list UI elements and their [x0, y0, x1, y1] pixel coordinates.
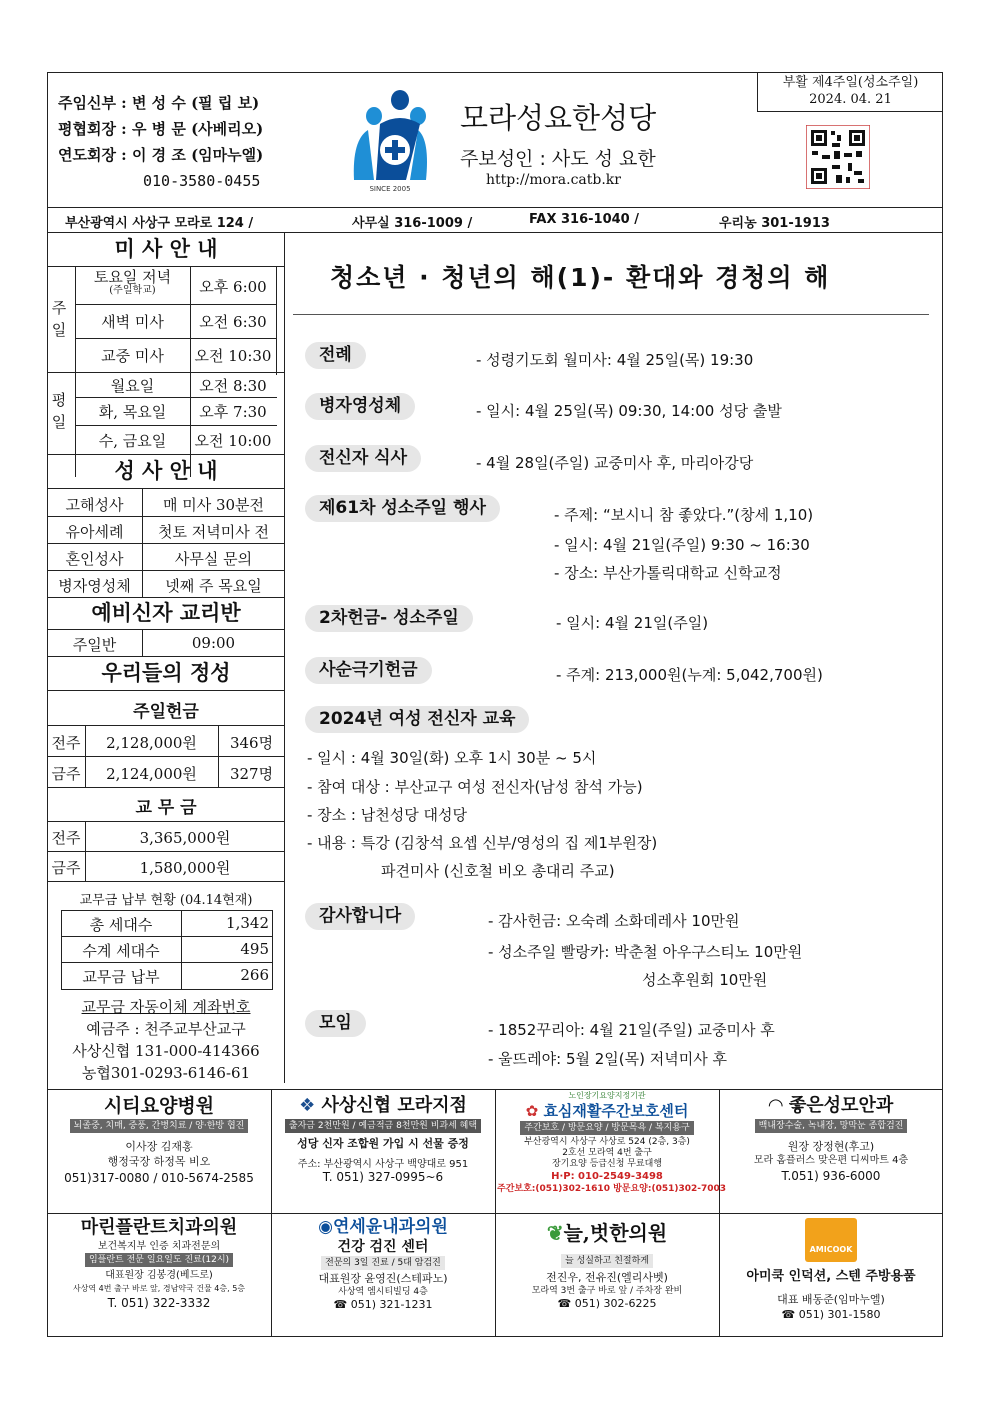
sacrament-value: 넷째 주 목요일 [165, 577, 262, 595]
ad-title-text: 좋은성모안과 [788, 1095, 894, 1116]
ad-phone: ☎ 051) 302-6225 [557, 1297, 657, 1310]
fax-number: FAX 316-1040 / [529, 212, 639, 227]
section-line: - 1852꾸리아: 4월 21일(주일) 교중미사 후 [488, 1021, 775, 1039]
ad-tagline: 노인장기요양지정기관 [568, 1091, 646, 1100]
farm-phone: 우리농 301-1913 [719, 216, 830, 231]
mass-name: 토요일 저녁 [93, 268, 172, 286]
section-line: - 장소 : 남천성당 대성당 [307, 806, 467, 824]
mass-name: 수, 금요일 [98, 432, 167, 450]
main-title: 청소년 · 청년의 해(1)- 환대와 경청의 해 [330, 263, 831, 292]
ad-line: 사상역 4번 출구 바로 앞, 경남약국 건물 4층, 5층 [72, 1284, 246, 1293]
section-line: - 성령기도회 월미사: 4월 25일(목) 19:30 [476, 351, 754, 369]
ad-title-text: 효심재활주간보호센터 [543, 1102, 689, 1120]
mass-title: 미 사 안 내 [47, 233, 285, 267]
qr-code-icon[interactable] [806, 125, 870, 189]
coop-logo-icon: ❖ [299, 1095, 322, 1116]
ad-neulbeot-clinic[interactable] [497, 1216, 717, 1311]
ad-phone: H·P: 010-2549-3498 [551, 1171, 663, 1182]
ad-good-eye-clinic[interactable] [721, 1093, 941, 1184]
dues-label: 전주 [51, 829, 81, 847]
dues-amount: 1,580,000원 [139, 859, 231, 877]
ad-line: 전진우, 전유진(엘리사벳) [546, 1271, 668, 1284]
section-line: - 주계: 213,000원(누계: 5,042,700원) [556, 666, 823, 684]
mass-time: 오후 7:30 [199, 403, 267, 421]
clinic-logo-icon: ◉ [318, 1217, 333, 1237]
ad-phone: 051)317-0080 / 010-5674-2585 [64, 1171, 254, 1185]
ad-phone: T. 051) 327-0995~6 [322, 1170, 444, 1184]
section-line: 성소후원회 10만원 [642, 971, 768, 989]
status-value: 495 [240, 940, 269, 958]
status-label: 총 세대수 [89, 916, 153, 934]
sunday-label: 주일 [51, 299, 67, 339]
mass-name: 월요일 [110, 377, 155, 395]
weekday-label: 평일 [51, 391, 67, 431]
office-phone: 사무실 316-1009 / [352, 216, 473, 231]
sacrament-name: 유아세례 [65, 523, 124, 541]
ad-title [497, 1216, 717, 1250]
sacrament-name: 고해성사 [65, 496, 124, 514]
ad-line: 성당 신자 조합원 가입 시 선물 증정 [297, 1137, 469, 1150]
parish-name: 모라성요한성당 [460, 101, 657, 135]
section-line: - 일시 : 4월 30일(화) 오후 1시 30분 ~ 5시 [307, 749, 597, 767]
catechumen-label: 주일반 [72, 636, 117, 654]
ad-title [721, 1093, 941, 1119]
bulletin-date: 2024. 04. 21 [809, 92, 892, 107]
mass-time: 오전 10:00 [194, 432, 272, 450]
offering-amount: 2,124,000원 [106, 765, 197, 783]
ad-line: 행정국장 하정목 비오 [107, 1155, 211, 1168]
catechumen-time: 09:00 [191, 634, 236, 652]
offering-amount: 2,128,000원 [106, 734, 197, 752]
ad-title-text: 연세윤내과의원 [332, 1217, 448, 1237]
offering-label: 금주 [51, 765, 81, 783]
ad-marine-dental[interactable] [49, 1216, 269, 1311]
ad-line: 사상역 엠시티빌딩 4층 [338, 1287, 428, 1297]
ad-subtitle: 보건복지부 인증 치과전문의 [97, 1241, 221, 1252]
mass-time: 오전 10:30 [194, 347, 272, 365]
dues-amount: 3,365,000원 [139, 829, 231, 847]
sacrament-value: 매 미사 30분전 [162, 496, 265, 514]
liturgical-sunday: 부활 제4주일(성소주일) [782, 75, 919, 90]
ad-banner: 출자금 2천만원 / 예금적금 8천만원 비과세 혜택 [285, 1119, 481, 1133]
ad-subtitle: 건강 검진 센터 [337, 1239, 429, 1255]
sunday-offering-title: 주일헌금 [133, 702, 199, 722]
offerings-title: 우리들의 정성 [47, 657, 285, 691]
ad-line: 주소: 부산광역시 사상구 백양대로 951 [297, 1159, 469, 1170]
ad-line: 부산광역시 사상구 사상로 524 (2층, 3층) [524, 1137, 690, 1147]
mass-name: 화, 목요일 [98, 403, 167, 421]
section-parish-meal: 전신자 식사 [305, 445, 421, 472]
section-lent-offering: 사순극기헌금 [305, 657, 432, 684]
account-holder: 예금주 : 천주교부산교구 [86, 1020, 246, 1038]
section-women-education: 2024년 여성 전신자 교육 [305, 706, 529, 733]
ad-line: 원장 장정현(후고) [787, 1140, 875, 1153]
mass-time: 오전 8:30 [199, 377, 267, 395]
section-thanks: 감사합니다 [305, 903, 415, 930]
sunday-date-box [757, 72, 943, 112]
contact-bar [47, 207, 943, 233]
section-sick-communion: 병자영성체 [305, 393, 415, 420]
section-second-collection: 2차헌금- 성소주일 [305, 605, 473, 632]
dues-title: 교 무 금 [135, 798, 197, 818]
account-title: 교무금 자동이체 계좌번호 [81, 998, 251, 1016]
offering-count: 327명 [229, 765, 274, 783]
account-number: 사상신협 131-000-414366 [72, 1042, 260, 1060]
ad-line: 대표원장 김봉경(베드로) [105, 1270, 213, 1281]
section-meetings: 모임 [305, 1010, 366, 1037]
ad-phone: T. 051) 322-3332 [107, 1296, 211, 1310]
ad-phone: T.051) 936-6000 [781, 1169, 881, 1183]
section-liturgy: 전례 [305, 342, 366, 369]
eye-logo-icon: ◠ [768, 1095, 789, 1116]
pastor-line: 주임신부 : 변 성 수 (필 립 보) [58, 94, 260, 112]
section-line: 파견미사 (신호철 비오 총대리 주교) [381, 862, 615, 880]
ad-phone: ☎ 051) 301-1580 [781, 1308, 881, 1321]
mass-name: 교중 미사 [101, 347, 164, 365]
ad-line: 대표원장 윤영진(스테파노) [318, 1272, 448, 1285]
ad-line: 모라역 3번 출구 바로 앞 / 주차장 완비 [531, 1286, 683, 1296]
section-line: - 주제: “보시니 참 좋았다.”(창세 1,10) [554, 506, 814, 524]
league-line: 연도회장 : 이 경 조 (임마누엘) [58, 146, 264, 164]
mass-time: 오전 6:30 [199, 313, 267, 331]
section-line: - 내용 : 특강 (김창석 요셉 신부/영성의 집 제1부원장) [307, 834, 658, 852]
ad-title: 시티요양병원 [103, 1095, 215, 1117]
status-label: 교무금 납부 [82, 968, 160, 986]
dues-status-title: 교무금 납부 현황 (04.14현재) [79, 893, 253, 908]
section-line: - 장소: 부산가톨릭대학교 신학교정 [554, 564, 782, 582]
mass-time: 오후 6:00 [199, 278, 267, 296]
status-label: 수계 세대수 [82, 942, 160, 960]
ad-yonsei-clinic[interactable] [273, 1216, 493, 1312]
mass-row-sat [75, 269, 190, 297]
address-text: 부산광역시 사상구 모라로 124 / [65, 216, 254, 231]
sacrament-value: 첫토 저녁미사 전 [158, 523, 269, 541]
ad-hyosim-center[interactable] [497, 1091, 727, 1196]
dues-label: 금주 [51, 859, 81, 877]
ad-line: 이사장 김재홍 [125, 1140, 193, 1153]
ad-title-text: 늘,벗한의원 [563, 1221, 668, 1245]
sacrament-name: 병자영성체 [58, 577, 131, 595]
ad-title [497, 1101, 717, 1121]
parish-url[interactable]: http://mora.catb.kr [486, 172, 621, 188]
ad-line: 2호선 모라역 4번 출구 [562, 1148, 652, 1158]
header-officers [58, 90, 263, 194]
patron-saint: 주보성인 : 사도 성 요한 [460, 148, 656, 170]
sacraments-title: 성 사 안 내 [47, 455, 285, 489]
offering-label: 전주 [51, 734, 81, 752]
ad-banner: 주간보호 / 방문요양 / 방문목욕 / 복지용구 [520, 1121, 693, 1135]
ad-banner: 뇌졸중, 치매, 중풍, 간병치료 / 양·한방 협진 [70, 1119, 249, 1133]
ad-amicook[interactable] [721, 1218, 941, 1322]
logo-caption: SINCE 2005 [369, 185, 411, 193]
offering-count: 346명 [229, 734, 274, 752]
section-line: - 참여 대상 : 부산교구 여성 전신자(남성 참석 가능) [307, 778, 643, 796]
section-line: - 성소주일 빨랑카: 박춘철 아우구스티노 10만원 [488, 943, 803, 961]
ad-banner: 전문의 3일 진료 / 5대 암검진 [321, 1256, 445, 1270]
status-value: 266 [240, 966, 269, 984]
account-number: 농협301-0293-6146-61 [81, 1064, 251, 1082]
section-line: - 4월 28일(주일) 교중미사 후, 마리아강당 [476, 454, 754, 472]
ad-line: 모라 홈플러스 맞은편 디씨마트 4층 [753, 1155, 909, 1166]
ad-title [273, 1093, 493, 1119]
ad-city-hospital[interactable] [49, 1093, 269, 1187]
sacrament-name: 혼인성사 [65, 550, 124, 568]
amicook-logo: AMICOOK [805, 1218, 857, 1262]
ad-banner: 늘 성실하고 친절하게 [561, 1254, 653, 1268]
ad-line: 장기요양 등급신청 무료대행 [551, 1159, 663, 1169]
sacrament-value: 사무실 문의 [174, 550, 253, 568]
ad-title: 마린플란트치과의원 [80, 1217, 238, 1238]
leaf-logo-icon: ❦ [546, 1221, 564, 1245]
section-line: - 감사헌금: 오숙례 소화데레사 10만원 [488, 912, 740, 930]
ad-sasang-credit[interactable] [273, 1093, 493, 1184]
ad-phone: ☎ 051) 321-1231 [333, 1298, 433, 1311]
ad-phone: 주간보호:(051)302-1610 방문요양:(051)302-7003 [497, 1184, 727, 1194]
catechumen-title: 예비신자 교리반 [47, 598, 285, 630]
left-column [47, 233, 285, 1083]
ad-banner: 임플란트 전문 일요일도 진료(12시) [85, 1253, 233, 1267]
section-vocation-sunday: 제61차 성소주일 행사 [305, 495, 500, 522]
status-value: 1,342 [226, 914, 269, 932]
council-line: 평협회장 : 우 병 문 (사베리오) [58, 120, 264, 138]
mass-name: 새벽 미사 [101, 313, 164, 331]
section-line: - 일시: 4월 21일(주일) [556, 614, 709, 632]
section-line: - 울뜨레야: 5월 2일(목) 저녁미사 후 [488, 1050, 727, 1068]
ad-title-text: 사상신협 모라지점 [321, 1095, 467, 1116]
ad-title [273, 1216, 493, 1238]
ad-line: 대표 배동준(임마누엘) [777, 1293, 885, 1306]
section-line: - 일시: 4월 21일(주일) 9:30 ~ 16:30 [554, 536, 810, 554]
title-divider [293, 314, 929, 315]
mass-sub: (주일학교) [109, 285, 156, 296]
ad-banner: 백내장수술, 녹내장, 망막눈 종합검진 [755, 1119, 908, 1133]
hyosim-logo-icon: ✿ [525, 1102, 544, 1120]
section-line: - 일시: 4월 25일(목) 09:30, 14:00 성당 출발 [476, 402, 782, 420]
ad-title: 아미쿡 인덕션, 스텐 주방용품 [746, 1269, 916, 1284]
phone-line: 010-3580-0455 [143, 172, 261, 190]
parish-logo [340, 80, 440, 195]
